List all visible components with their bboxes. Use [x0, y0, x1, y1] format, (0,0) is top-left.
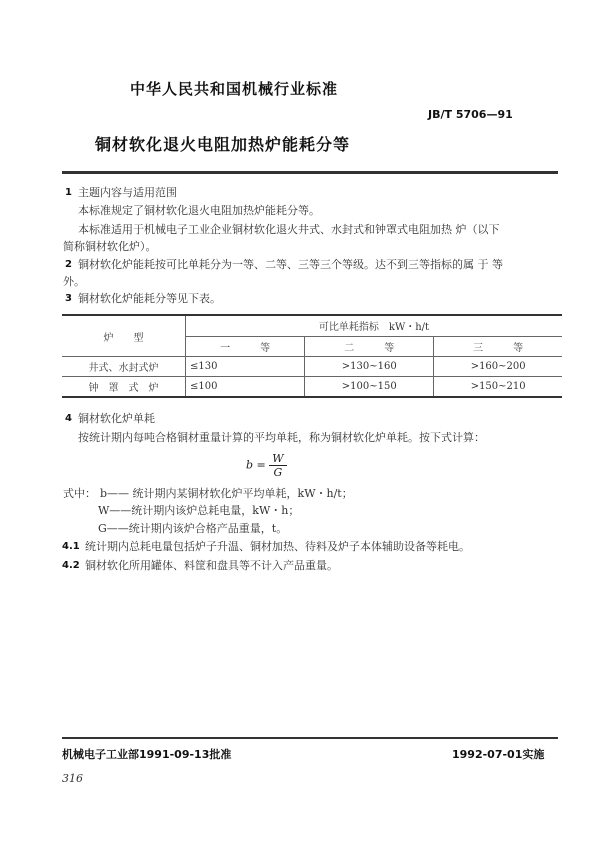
paragraph: 外。 — [63, 275, 85, 288]
formula-denominator: G — [273, 466, 283, 479]
paragraph: 铜材软化所用罐体、料筐和盘具等不计入产品重量。 — [85, 559, 338, 572]
formula-fraction — [269, 452, 286, 479]
paragraph: 按统计期内每吨合格铜材重量计算的平均单耗，称为铜材软化炉单耗。按下式计算： — [78, 431, 485, 444]
table-header-cell: 二 等 — [305, 336, 434, 357]
section-number: 4.2 — [62, 560, 80, 571]
page-number: 316 — [62, 772, 83, 785]
table-header-row — [62, 315, 562, 336]
energy-grade-table — [62, 314, 562, 398]
table-cell: ≤130 — [186, 357, 305, 377]
table-row — [62, 377, 562, 398]
table-cell: >130~160 — [305, 357, 434, 377]
header-divider — [62, 171, 558, 174]
definition-item: G——统计期内该炉合格产品重量，t。 — [98, 522, 288, 535]
table-row — [62, 357, 562, 377]
section-heading: 铜材软化炉单耗 — [78, 412, 155, 425]
formula-equals: = — [256, 458, 266, 472]
table-cell: >160~200 — [434, 357, 562, 377]
section-number: 1 — [65, 187, 72, 198]
formula-lhs: b — [246, 458, 254, 472]
table-header-cell: 三 等 — [434, 336, 562, 357]
paragraph: 统计期内总耗电量包括炉子升温、铜材加热、待料及炉子本体辅助设备等耗电。 — [85, 540, 470, 553]
definitions-prefix: 式中： — [63, 487, 96, 500]
paragraph: 简称铜材软化炉）。 — [63, 240, 157, 253]
paragraph: 铜材软化炉能耗分等见下表。 — [78, 292, 221, 305]
footer-divider — [62, 737, 558, 739]
definition-item: W——统计期内该炉总耗电量，kW・h； — [98, 504, 300, 517]
formula-numerator: W — [269, 452, 286, 466]
table-header-cell: 炉 型 — [62, 315, 186, 357]
section-number: 2 — [65, 259, 72, 270]
table-cell: ≤100 — [186, 377, 305, 398]
section-number: 4 — [65, 413, 72, 424]
effective-date: 1992-07-01实施 — [452, 748, 545, 761]
paragraph: 本标准规定了铜材软化退火电阻加热炉能耗分等。 — [78, 204, 320, 217]
section-number: 3 — [65, 293, 72, 304]
document-title: 铜材软化退火电阻加热炉能耗分等 — [95, 135, 351, 154]
issuing-organization: 中华人民共和国机械行业标准 — [130, 80, 339, 98]
paragraph: 本标准适用于机械电子工业企业铜材软化退火井式、水封式和钟罩式电阻加热 炉（以下 — [78, 223, 500, 236]
paragraph: 铜材软化炉能耗按可比单耗分为一等、二等、三等三个等级。达不到三等指标的属 于 等 — [78, 258, 503, 271]
definition-item: b—— 统计期内某铜材软化炉平均单耗，kW・h/t； — [100, 487, 353, 500]
section-number: 4.1 — [62, 541, 80, 552]
section-heading: 主题内容与适用范围 — [78, 186, 177, 199]
table-cell: >100~150 — [305, 377, 434, 398]
table-header-cell: 可比单耗指标 kW・h/t — [186, 315, 563, 336]
formula — [246, 452, 287, 479]
standard-number: JB/T 5706—91 — [428, 108, 513, 121]
table-cell: 井式、水封式炉 — [62, 357, 186, 377]
table-cell: 钟 罩 式 炉 — [62, 377, 186, 398]
table-cell: >150~210 — [434, 377, 562, 398]
table-header-cell: 一 等 — [186, 336, 305, 357]
approval-date: 机械电子工业部1991-09-13批准 — [62, 748, 232, 761]
